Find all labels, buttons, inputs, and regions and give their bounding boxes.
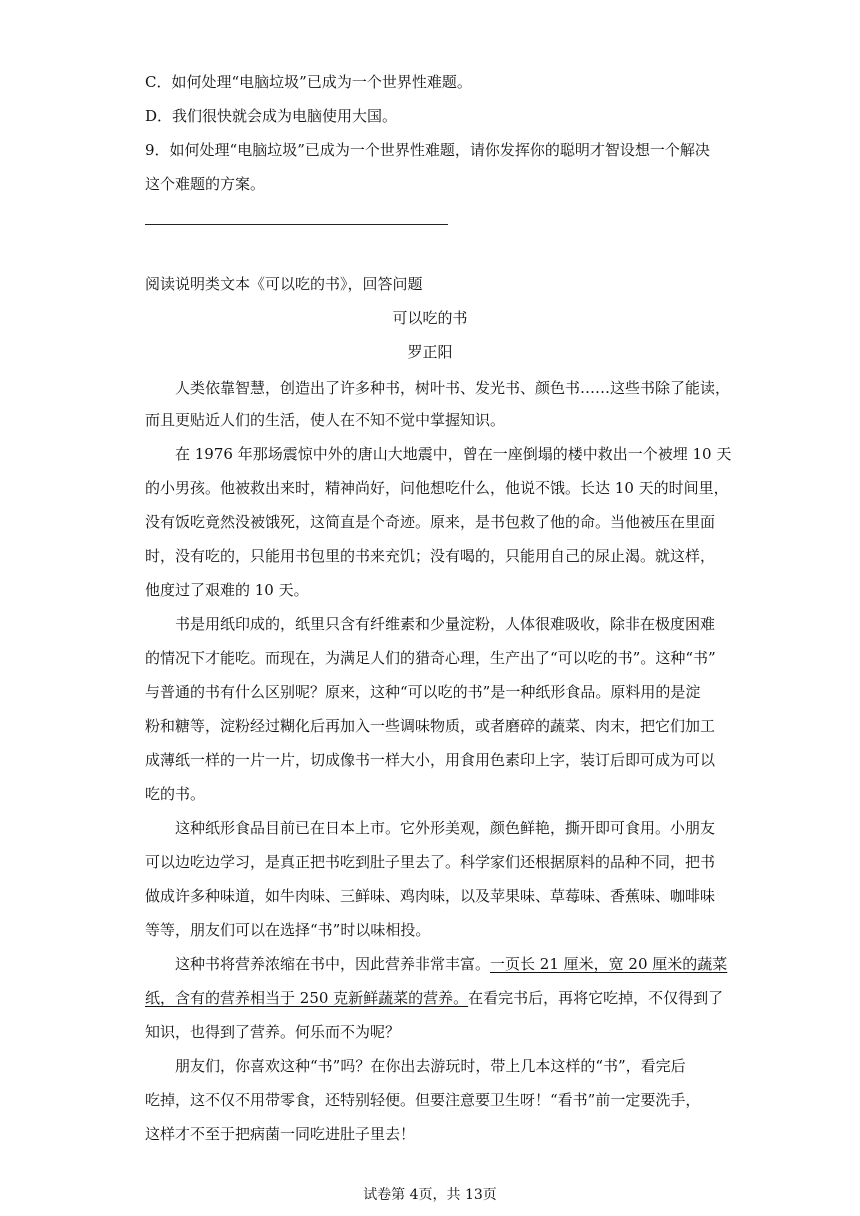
paragraph-6-line: 这样才不至于把病菌一同吃进肚子里去！ <box>145 1125 416 1143</box>
paragraph-3-line: 书是用纸印成的，纸里只含有纤维素和少量淀粉，人体很难吸收，除非在极度困难 <box>175 615 716 633</box>
paragraph-4-line: 等等，朋友们可以在选择“书”时以味相投。 <box>145 921 431 939</box>
paragraph-6-line: 吃掉，这不仅不用带零食，还特别轻便。但要注意要卫生呀！“看书”前一定要洗手， <box>145 1091 701 1109</box>
paragraph-5-text: 在看完书后，再将它吃掉，不仅得到了 <box>468 989 724 1007</box>
paragraph-4-line: 可以边吃边学习，是真正把书吃到肚子里去了。科学家们还根据原料的品种不同，把书 <box>145 853 716 871</box>
article-author: 罗正阳 <box>407 343 453 361</box>
paragraph-2-line: 他度过了艰难的 10 天。 <box>145 581 309 599</box>
paragraph-5-line <box>145 988 723 1008</box>
paragraph-4-line: 做成许多种味道，如牛肉味、三鲜味、鸡肉味，以及苹果味、草莓味、香蕉味、咖啡味 <box>145 887 716 905</box>
paragraph-3-line: 粉和糖等，淀粉经过糊化后再加入一些调味物质，或者磨碎的蔬菜、肉末，把它们加工 <box>145 717 716 735</box>
paragraph-1-line: 而且更贴近人们的生活，使人在不知不觉中掌握知识。 <box>145 411 506 429</box>
question-9-line-2: 这个难题的方案。 <box>145 175 266 193</box>
option-d: D．我们很快就会成为电脑使用大国。 <box>145 107 398 125</box>
paragraph-2-line: 在 1976 年那场震惊中外的唐山大地震中，曾在一座倒塌的楼中救出一个被埋 10 天 <box>175 445 732 463</box>
option-c: C．如何处理“电脑垃圾”已成为一个世界性难题。 <box>145 73 472 91</box>
question-9-line-1: 9．如何处理“电脑垃圾”已成为一个世界性难题，请你发挥你的聪明才智设想一个解决 <box>145 141 710 159</box>
page-footer: 试卷第 4页，共 13页 <box>363 1187 497 1203</box>
paragraph-3-line: 成薄纸一样的一片一片，切成像书一样大小，用食用色素印上字，装订后即可成为可以 <box>145 751 716 769</box>
answer-blank-line[interactable] <box>145 224 448 225</box>
paragraph-6-line: 朋友们，你喜欢这种“书”吗？在你出去游玩时，带上几本这样的“书”，看完后 <box>175 1057 686 1075</box>
underlined-sentence: 一页长 21 厘米，宽 20 厘米的蔬菜 <box>490 955 728 973</box>
paragraph-2-line: 时，没有吃的，只能用书包里的书来充饥；没有喝的，只能用自己的尿止渴。就这样， <box>145 547 716 565</box>
reading-intro: 阅读说明类文本《可以吃的书》，回答问题 <box>145 275 423 293</box>
paragraph-5-text: 这种书将营养浓缩在书中，因此营养非常丰富。 <box>175 955 491 973</box>
paragraph-5-line: 知识，也得到了营养。何乐而不为呢？ <box>145 1023 401 1041</box>
paragraph-3-line: 与普通的书有什么区别呢？原来，这种“可以吃的书”是一种纸形食品。原料用的是淀 <box>145 683 701 701</box>
paragraph-3-line: 的情况下才能吃。而现在，为满足人们的猎奇心理，生产出了“可以吃的书”。这种“书” <box>145 649 716 667</box>
paragraph-2-line: 没有饭吃竟然没被饿死，这简直是个奇迹。原来，是书包救了他的命。当他被压在里面 <box>145 513 716 531</box>
article-title: 可以吃的书 <box>392 309 468 327</box>
paragraph-2-line: 的小男孩。他被救出来时，精神尚好，问他想吃什么，他说不饿。长达 10 天的时间里， <box>145 479 729 497</box>
paragraph-1-line: 人类依靠智慧，创造出了许多种书，树叶书、发光书、颜色书……这些书除了能读， <box>175 379 731 397</box>
paragraph-3-line: 吃的书。 <box>145 785 206 803</box>
paragraph-4-line: 这种纸形食品目前已在日本上市。它外形美观，颜色鲜艳，撕开即可食用。小朋友 <box>175 819 716 837</box>
paragraph-5-line <box>175 954 727 974</box>
underlined-sentence: 纸，含有的营养相当于 250 克新鲜蔬菜的营养。 <box>145 989 469 1007</box>
